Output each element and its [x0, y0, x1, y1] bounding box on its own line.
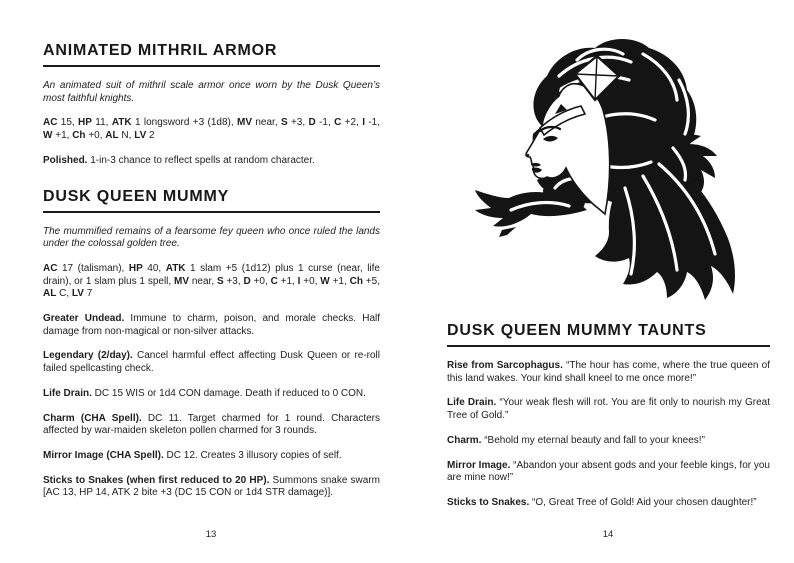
- flavor-text: The mummified remains of a fearsome fey queen who once ruled the lands under the colossal golden tree.: [43, 225, 380, 250]
- taunt-paragraph-sticks-to-snakes: Sticks to Snakes. “O, Great Tree of Gold! Aid your chosen daughter!”: [447, 496, 757, 508]
- ability-paragraph-legendary: Legendary (2/day). Cancel harmful effect affecting Dusk Queen or re-roll failed spellcasting check.: [43, 350, 380, 375]
- page-number-left: 13: [205, 529, 217, 540]
- ability-paragraph-polished: Polished. 1-in-3 chance to reflect spells at random character.: [43, 154, 315, 166]
- taunt-paragraph-rise-from-sarcophagus: Rise from Sarcophagus. “The hour has come, where the true queen of this land wakes. Your kind shall kneel to me once more!”: [447, 360, 771, 384]
- ability-paragraph-life-drain: Life Drain. DC 15 WIS or 1d4 CON damage. Death if reduced to 0 CON.: [43, 387, 366, 399]
- dusk-queen-portrait-svg: [447, 18, 770, 310]
- section-heading-dusk-queen-mummy-taunts: DUSK QUEEN MUMMY TAUNTS: [447, 322, 770, 347]
- ability-paragraph-greater-undead: Greater Undead. Immune to charm, poison, and morale checks. Half damage from non-magical or non-silver attacks.: [43, 313, 381, 337]
- left-page-column: [43, 42, 380, 512]
- dusk-queen-illustration: [447, 18, 770, 310]
- right-page-column: [447, 18, 770, 522]
- taunt-paragraph-mirror-image: Mirror Image. “Abandon your absent gods and your feeble kings, for you are mine now!”: [447, 459, 770, 484]
- section-heading-animated-mithril-armor: ANIMATED MITHRIL ARMOR: [43, 42, 380, 67]
- stat-block: AC 15, HP 11, ATK 1 longsword +3 (1d8), MV near, S +3, D -1, C +2, I -1, W +1, Ch +0, AL N, LV 2: [43, 117, 380, 142]
- ability-paragraph-mirror-image: Mirror Image (CHA Spell). DC 12. Creates 3 illusory copies of self.: [43, 449, 342, 461]
- section-heading-dusk-queen-mummy: DUSK QUEEN MUMMY: [43, 188, 380, 213]
- page-number-right: 14: [602, 529, 614, 540]
- taunt-paragraph-life-drain: Life Drain. “Your weak flesh will rot. You are fit only to nourish my Great Tree of Gold.”: [447, 397, 770, 422]
- stat-block: AC 17 (talisman), HP 40, ATK 1 slam +5 (1d12) plus 1 curse (near, life drain), or 1 slam plus 1 spell, MV near, S +3, D +0, C +1, I +0, W +1, Ch +5, AL C, LV 7: [43, 262, 380, 300]
- ability-paragraph-charm: Charm (CHA Spell). DC 11. Target charmed for 1 round. Characters affected by war-maiden skeleton pollen charmed for 3 rounds.: [43, 412, 380, 437]
- flavor-text: An animated suit of mithril scale armor once worn by the Dusk Queen’s most faithful knights.: [43, 80, 380, 104]
- taunt-paragraph-charm: Charm. “Behold my eternal beauty and fall to your knees!”: [447, 434, 705, 446]
- ability-paragraph-sticks-to-snakes: Sticks to Snakes (when first reduced to 20 HP). Summons snake swarm [AC 13, HP 14, ATK 2 bite +3 (DC 15 CON or 1d4 STR damage)].: [43, 474, 380, 499]
